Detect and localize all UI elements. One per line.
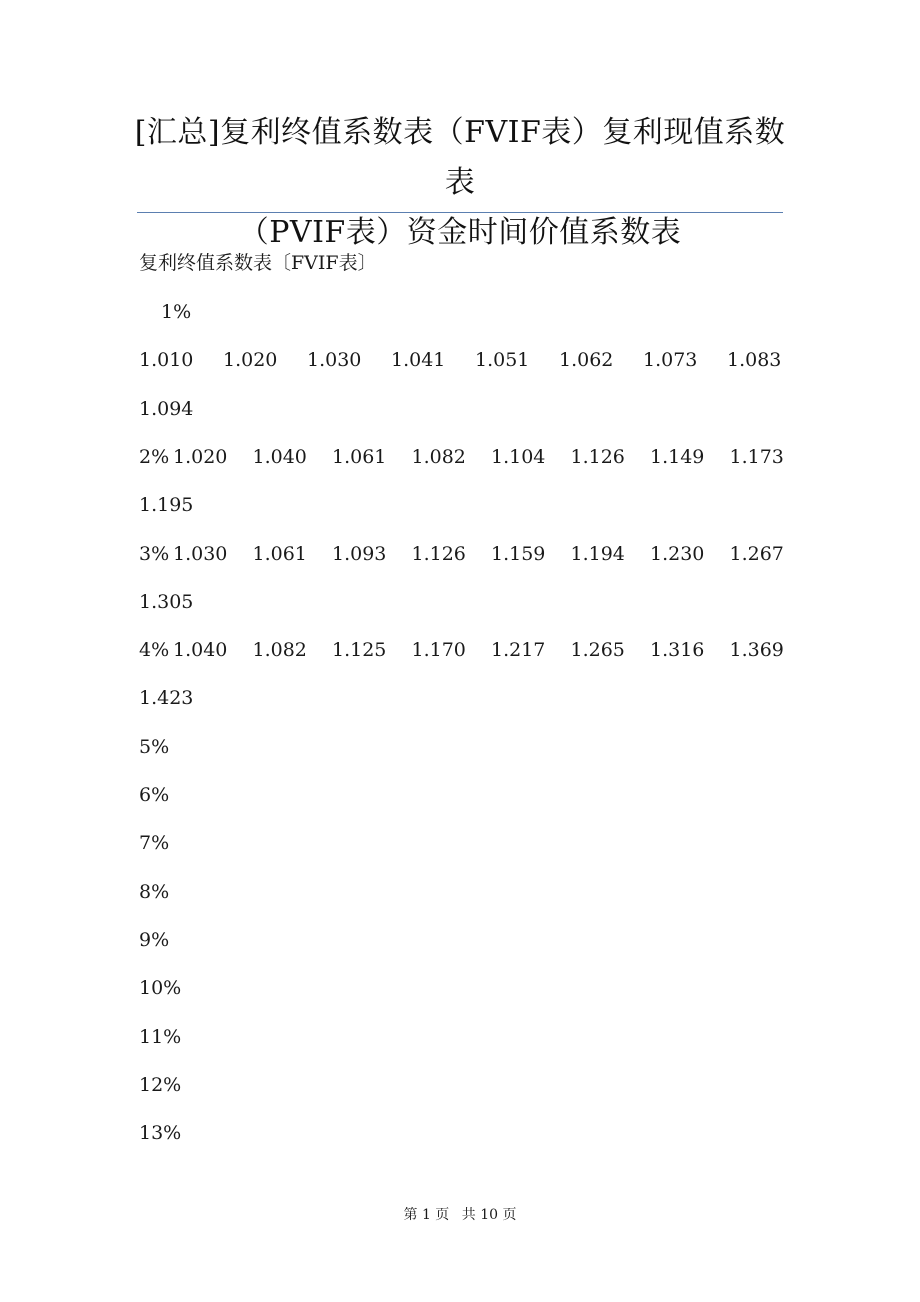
factor-value: 1.061 (332, 445, 387, 468)
factor-value: 1.040 (252, 445, 307, 468)
factor-value: 1.126 (570, 445, 625, 468)
factor-value: 1.073 (643, 349, 698, 372)
factor-value: 1.217 (491, 639, 546, 662)
section-subtitle: 复利终值系数表〔FVIF表〕 (139, 252, 377, 274)
factor-value: 1.316 (650, 639, 705, 662)
rate-label: 1% (161, 301, 192, 323)
factor-value: 1.093 (332, 542, 387, 565)
factor-value: 1.010 (139, 349, 194, 372)
title-divider (137, 212, 783, 213)
factor-value: 1.082 (411, 445, 466, 468)
rate-label: 9% (139, 928, 170, 951)
rate-label: 3% (139, 542, 170, 565)
title-line-1: [汇总]复利终值系数表（FVIF表）复利现值系数表 (134, 115, 786, 200)
page-number: 第 1 页 (403, 1207, 450, 1223)
factor-value: 1.061 (252, 542, 307, 565)
factor-value: 1.104 (491, 445, 546, 468)
factor-value: 1.062 (559, 349, 614, 372)
rate-label: 11% (139, 1025, 182, 1048)
rate-label: 5% (139, 735, 170, 758)
title-line-2: （PVIF表）资金时间价值系数表 (238, 215, 682, 250)
factor-value: 1.125 (332, 639, 387, 662)
factor-value: 1.159 (491, 542, 546, 565)
factor-value: 1.126 (411, 542, 466, 565)
factor-value: 1.020 (173, 445, 228, 468)
factor-value: 1.041 (391, 349, 446, 372)
rate-label: 6% (139, 784, 170, 806)
factor-value: 1.051 (475, 349, 530, 372)
factor-value: 1.194 (570, 542, 625, 565)
factor-value: 1.082 (252, 639, 307, 662)
rate-label: 13% (139, 1122, 182, 1145)
factor-value: 1.369 (729, 639, 784, 662)
factor-value: 1.030 (307, 349, 362, 372)
rate-label: 10% (139, 977, 182, 1000)
factor-value: 1.040 (173, 639, 228, 662)
factor-value: 1.173 (729, 445, 784, 468)
factor-value: 1.170 (411, 639, 466, 662)
factor-value: 1.083 (727, 349, 782, 372)
factor-value: 1.305 (139, 590, 194, 613)
rate-label: 12% (139, 1073, 182, 1096)
factor-value: 1.423 (139, 687, 194, 710)
factor-value: 1.094 (139, 397, 194, 420)
factor-value: 1.020 (223, 349, 278, 372)
factor-value: 1.267 (729, 542, 784, 565)
rate-label: 2% (139, 445, 170, 468)
page-footer (0, 1205, 920, 1225)
factor-value: 1.149 (650, 445, 705, 468)
page-total: 共 10 页 (461, 1207, 517, 1223)
factor-value: 1.265 (570, 639, 625, 662)
rate-label: 7% (139, 832, 170, 855)
factor-value: 1.230 (650, 542, 705, 565)
factor-value: 1.030 (173, 542, 228, 565)
document-title (120, 108, 800, 258)
rate-label: 4% (139, 639, 170, 662)
rate-label: 8% (139, 880, 170, 903)
factor-value: 1.195 (139, 494, 194, 517)
